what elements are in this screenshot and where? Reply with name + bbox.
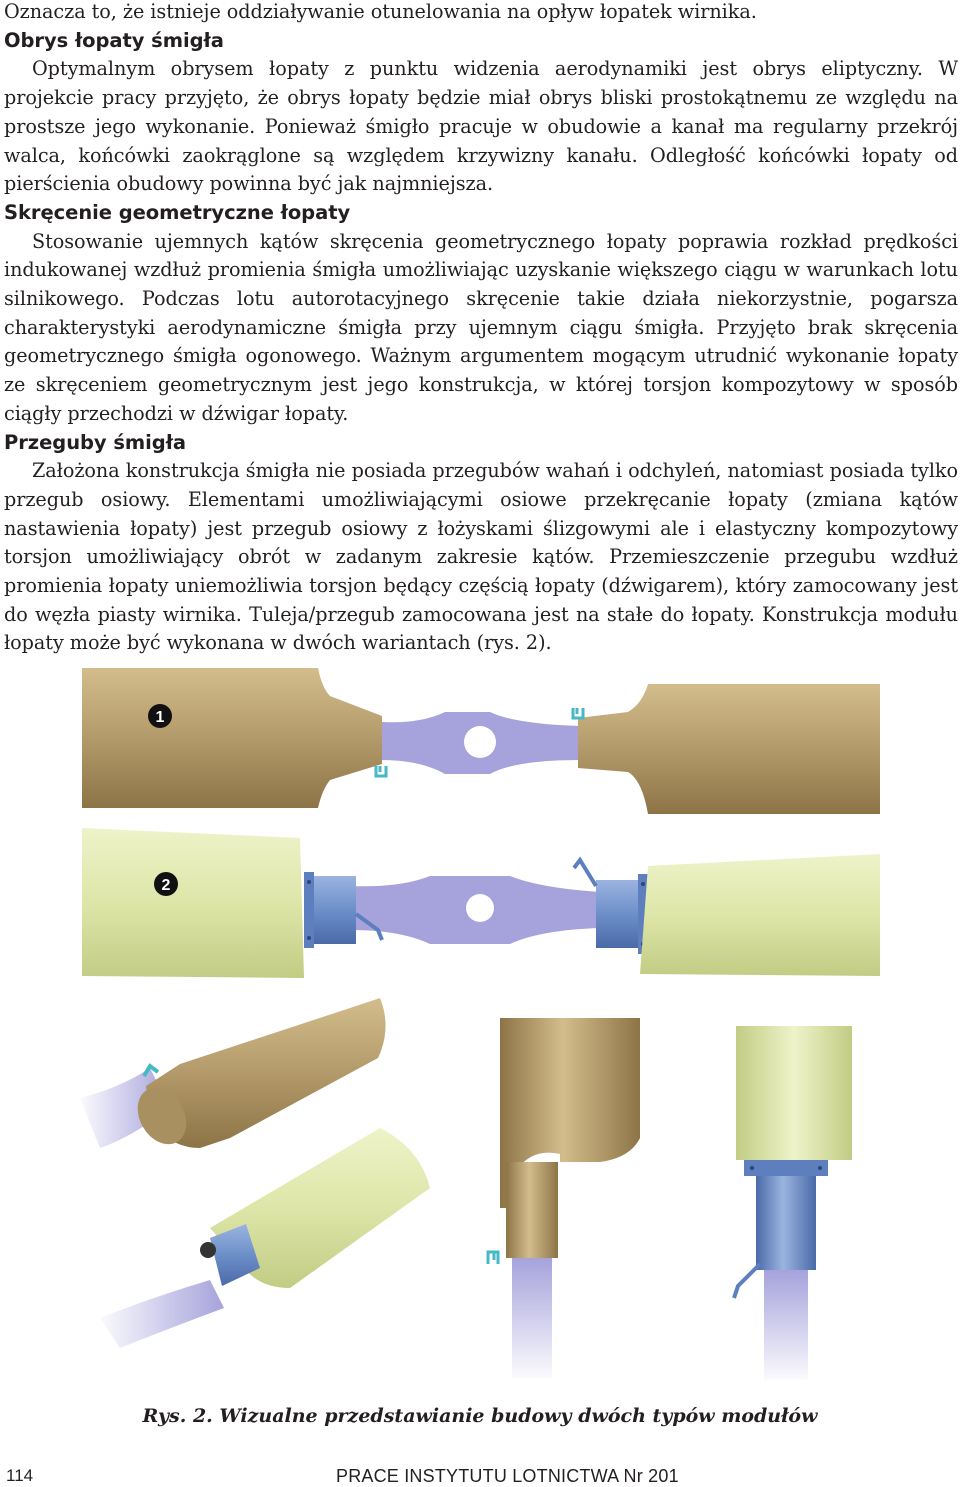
- module-1-label: 1: [155, 709, 165, 726]
- side-blue-flange: [744, 1160, 828, 1176]
- side-brown-root: [506, 1162, 558, 1258]
- module-1-right-blade: [578, 684, 880, 814]
- module-1-view: [82, 668, 880, 814]
- side-right-torsion: [764, 1270, 808, 1380]
- module-1-clip-bottom: [376, 766, 386, 776]
- side-blue-sleeve: [756, 1176, 816, 1270]
- side-left-torsion: [512, 1258, 552, 1378]
- module-2-label: 2: [161, 877, 171, 894]
- side-blue-lever: [734, 1264, 760, 1298]
- blade-module-illustration: [60, 668, 900, 1398]
- perspective-view: [80, 998, 430, 1348]
- side-green-blade: [736, 1026, 852, 1160]
- paragraph-intro: Oznacza to, że istnieje oddziaływanie otunelowania na opływ łopatek wirnika.: [4, 0, 757, 23]
- article-body: [4, 0, 958, 658]
- heading-geometric-twist: Skręcenie geometryczne łopaty: [4, 200, 351, 224]
- module-1-left-blade: [82, 668, 382, 808]
- module-1-hub-hole: [464, 726, 496, 758]
- perspective-bushing: [200, 1242, 216, 1258]
- side-clip: [488, 1252, 498, 1264]
- figure-caption: Rys. 2. Wizualne przedstawianie budowy dwóch typów modułów: [142, 1405, 818, 1427]
- module-2-hub-hole: [466, 894, 494, 922]
- module-2-left-blade: [82, 828, 304, 978]
- paragraph-rotor-hinges: Założona konstrukcja śmigła nie posiada przegubów wahań i odchyleń, natomiast posiada tylko przegub osiowy. Elementami umożliwiającymi osiowe przekręcanie łopaty (zmiana kątów nastawienia łopaty) jest przegub osiowy z łożyskami ślizgowymi ale i elastyczny kompozytowy torsjon umożliwiający obrót w zadanym zakresie kątów. Przemieszczenie przegubu wzdłuż promienia łopaty uniemożliwia torsjon będący częścią łopaty (dźwigarem), który zamocowany jest do węzła piasty wirnika. Tuleja/przegub zamocowana jest na stałe do łopaty. Konstrukcja modułu łopaty może być wykonana w dwóch wariantach (rys. 2).: [4, 459, 958, 655]
- module-1-clip-top: [573, 708, 583, 718]
- heading-rotor-hinges: Przeguby śmigła: [4, 430, 186, 454]
- journal-title: PRACE INSTYTUTU LOTNICTWA Nr 201: [336, 1466, 679, 1486]
- figure-blade-modules: [60, 668, 900, 1398]
- page-number: 114: [6, 1466, 34, 1485]
- module-2-view: [82, 828, 880, 978]
- perspective-lower-torsion: [100, 1280, 224, 1348]
- module-2-right-lever: [574, 860, 596, 886]
- heading-blade-outline: Obrys łopaty śmigła: [4, 28, 224, 52]
- side-views: [488, 1018, 852, 1380]
- paragraph-blade-outline: Optymalnym obrysem łopaty z punktu widzenia aerodynamiki jest obrys eliptyczny. W projekcie pracy przyjęto, że obrys łopaty będzie miał obrys bliski prostokątnemu ze względu na prostsze jego wykonanie. Ponieważ śmigło pracuje w obudowie a kanał ma regularny przekrój walca, końcówki zaokrąglone są względem krzywizny kanału. Odległość końcówki łopaty od pierścienia obudowy powinna być jak najmniejsza.: [4, 57, 958, 196]
- paragraph-geometric-twist: Stosowanie ujemnych kątów skręcenia geometrycznego łopaty poprawia rozkład prędkości indukowanej wzdłuż promienia śmigła umożliwiając uzyskanie większego ciągu w warunkach lotu silnikowego. Podczas lotu autorotacyjnego skręcenie takie działa niekorzystnie, pogarsza charakterystyki aerodynamiczne śmigła przy ujemnym ciągu śmigła. Przyjęto brak skręcenia geometrycznego śmigła ogonowego. Ważnym argumentem mogącym utrudnić wykonanie łopaty ze skręceniem geometrycznym jest jego konstrukcja, w której torsjon kompozytowy w sposób ciągły przechodzi w dźwigar łopaty.: [4, 229, 958, 425]
- module-2-right-blade: [640, 854, 880, 976]
